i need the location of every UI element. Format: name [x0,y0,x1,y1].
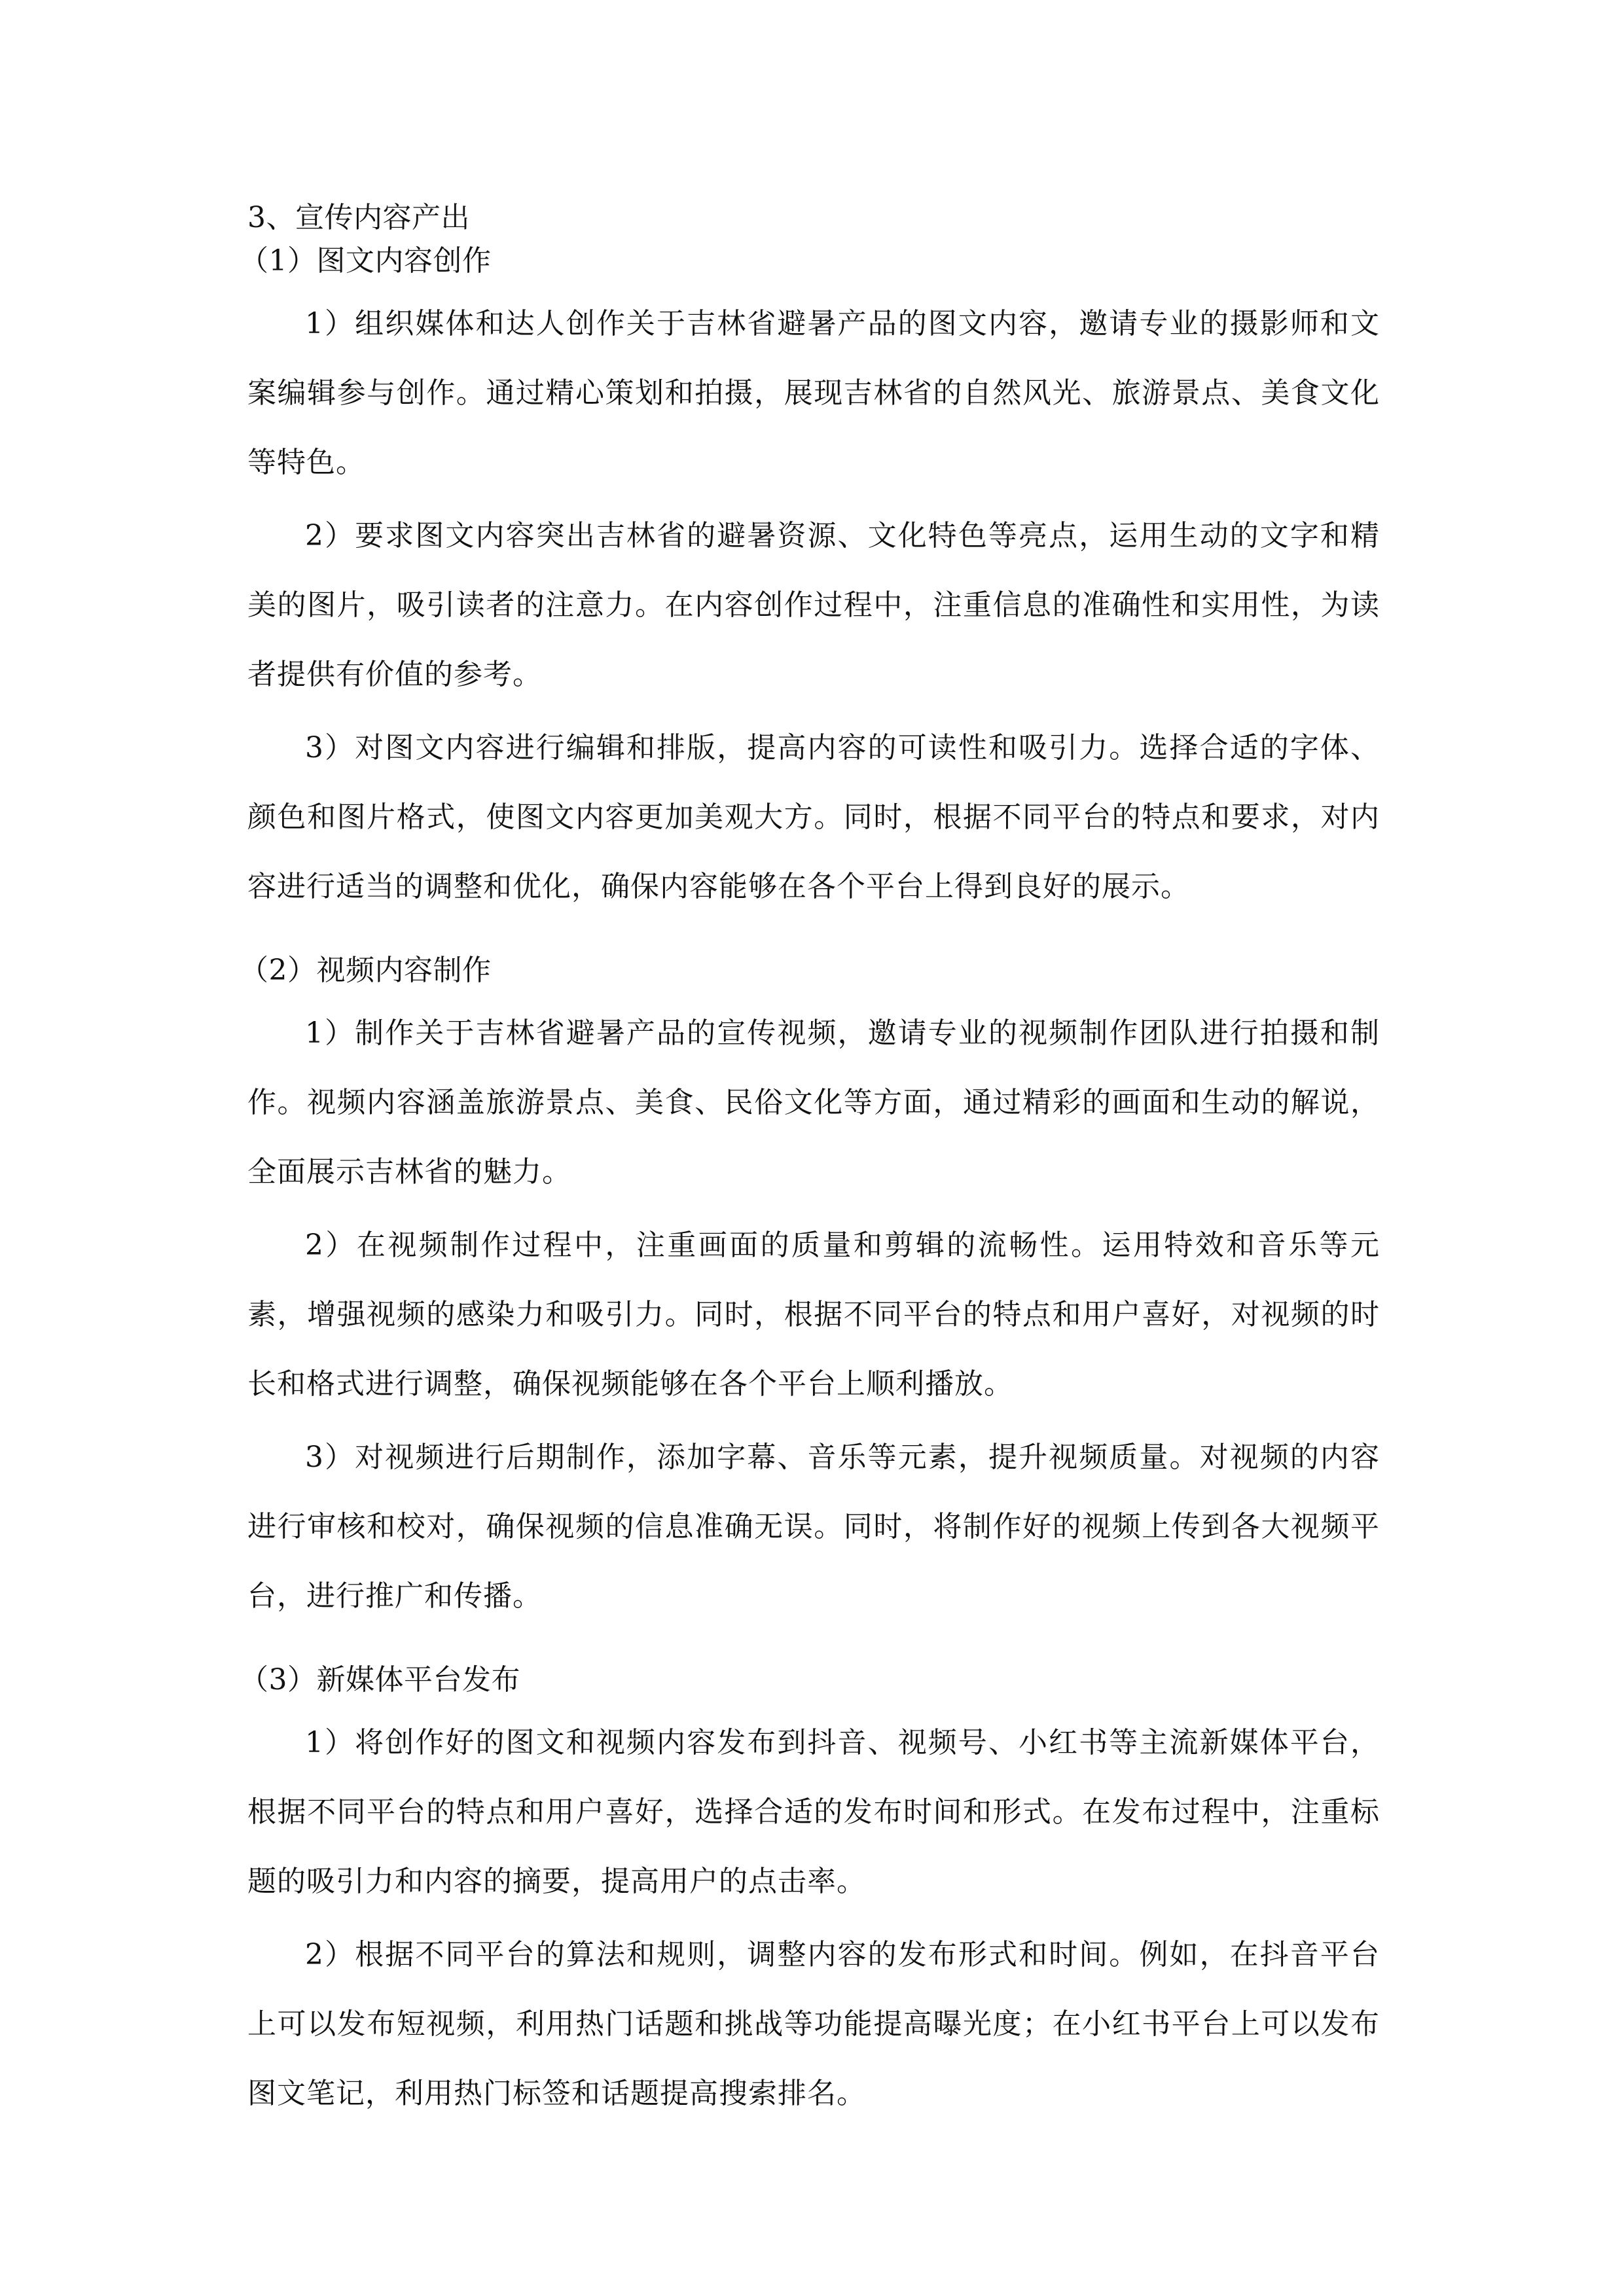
paragraph: 3）对图文内容进行编辑和排版，提高内容的可读性和吸引力。选择合适的字体、颜色和图片格式，使图文内容更加美观大方。同时，根据不同平台的特点和要求，对内容进行适当的调整和优化，确保内容能够在各个平台上得到良好的展示。 [247,731,1380,903]
paragraph: 1）将创作好的图文和视频内容发布到抖音、视频号、小红书等主流新媒体平台，根据不同平台的特点和用户喜好，选择合适的发布时间和形式。在发布过程中，注重标题的吸引力和内容的摘要，提高用户的点击率。 [247,1726,1380,1898]
paragraph: 2）在视频制作过程中，注重画面的质量和剪辑的流畅性。运用特效和音乐等元素，增强视频的感染力和吸引力。同时，根据不同平台的特点和用户喜好，对视频的时长和格式进行调整，确保视频能够在各个平台上顺利播放。 [247,1229,1380,1401]
paragraph: 2）要求图文内容突出吉林省的避暑资源、文化特色等亮点，运用生动的文字和精美的图片，吸引读者的注意力。在内容创作过程中，注重信息的准确性和实用性，为读者提供有价值的参考。 [247,519,1380,691]
paragraph: 1）制作关于吉林省避暑产品的宣传视频，邀请专业的视频制作团队进行拍摄和制作。视频内容涵盖旅游景点、美食、民俗文化等方面，通过精彩的画面和生动的解说，全面展示吉林省的魅力。 [247,1016,1380,1189]
spacer [247,925,1380,949]
subsection-title-2: （2）视频内容制作 [240,954,492,987]
subsection-title-1: （1）图文内容创作 [240,244,492,278]
paragraph: 1）组织媒体和达人创作关于吉林省避暑产品的图文内容，邀请专业的摄影师和文案编辑参与创作。通过精心策划和拍摄，展现吉林省的自然风光、旅游景点、美食文化等特色。 [247,307,1380,479]
paragraph: 2）根据不同平台的算法和规则，调整内容的发布形式和时间。例如，在抖音平台上可以发布短视频，利用热门话题和挑战等功能提高曝光度；在小红书平台上可以发布图文笔记，利用热门标签和话题提高搜索排名。 [247,1938,1380,2110]
spacer [247,1635,1380,1659]
document-page [240,196,1380,2132]
section-heading: 3、宣传内容产出 [247,201,470,234]
paragraph: 3）对视频进行后期制作，添加字幕、音乐等元素，提升视频质量。对视频的内容进行审核和校对，确保视频的信息准确无误。同时，将制作好的视频上传到各大视频平台，进行推广和传播。 [247,1441,1380,1613]
subsection-title-3: （3）新媒体平台发布 [240,1663,520,1696]
